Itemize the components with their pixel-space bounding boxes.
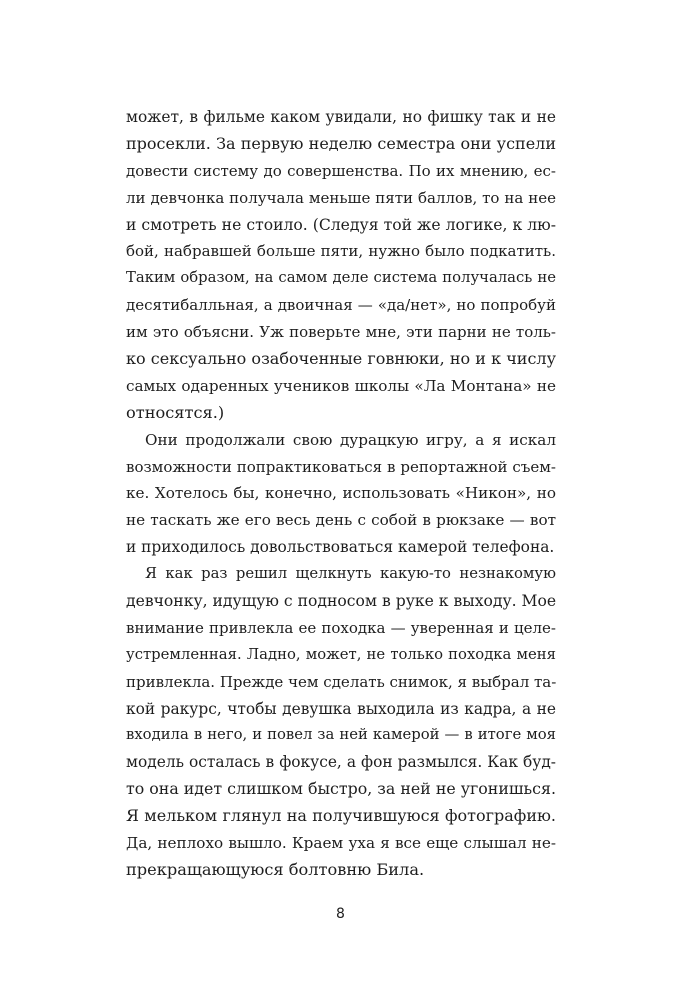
text-line: может, в фильме каком увидали, но фишку так и не	[126, 108, 556, 126]
text-line: Они продолжали свою дурацкую игру, а я искал	[145, 430, 556, 449]
text-line: Я мельком глянул на получившуюся фотографию.	[126, 806, 556, 826]
text-line: ко сексуально озабоченные говнюки, но и к числу	[126, 349, 556, 369]
text-line: кой ракурс, чтобы девушка выходила из кадра, а не	[126, 699, 556, 718]
text-line: и приходилось довольствоваться камерой телефона.	[126, 538, 555, 557]
text-line: внимание привлекла ее походка — уверенная и целе-	[126, 618, 556, 637]
text-line: десятибалльная, а двоичная — «да/нет», но попробуй	[126, 296, 556, 315]
text-line: и смотреть не стоило. (Следуя той же логике, к лю-	[126, 215, 556, 234]
body-text	[126, 104, 556, 884]
text-line: привлекла. Прежде чем сделать снимок, я выбрал та-	[126, 672, 557, 691]
text-line: прекращающуюся болтовню Била.	[126, 859, 425, 879]
text-line: им это объясни. Уж поверьте мне, эти парни не толь-	[126, 323, 556, 342]
text-line: относятся.)	[126, 402, 225, 422]
text-line: то она идет слишком быстро, за ней не угонишься.	[126, 779, 556, 799]
page-number: 8	[336, 906, 345, 922]
text-line: Я как раз решил щелкнуть какую-то незнакомую	[145, 565, 556, 583]
text-line: самых одаренных учеников школы «Ла Монтана» не	[126, 376, 556, 395]
text-line: девчонку, идущую с подносом в руке к выходу. Мое	[126, 592, 557, 611]
text-line: возможности попрактиковаться в репортажной съем-	[126, 457, 556, 476]
text-line: входила в него, и повел за ней камерой — в итоге моя	[126, 726, 556, 744]
text-line: Да, неплохо вышло. Краем уха я все еще слышал не-	[126, 834, 556, 853]
text-line: модель осталась в фокусе, а фон размылся. Как буд-	[126, 753, 556, 772]
text-line: бой, набравшей больше пяти, нужно было подкатить.	[126, 242, 556, 261]
text-line: ке. Хотелось бы, конечно, использовать «Никон», но	[126, 484, 556, 503]
text-line: устремленная. Ладно, может, не только походка меня	[126, 645, 556, 663]
text-line: просекли. За первую неделю семестра они успели	[126, 133, 556, 153]
text-line: ли девчонка получала меньше пяти баллов, то на нее	[126, 188, 556, 207]
text-line: Таким образом, на самом деле система получалась не	[126, 269, 556, 287]
text-line: довести систему до совершенства. По их мнению, ес-	[126, 161, 556, 180]
text-line: не таскать же его весь день с собой в рюкзаке — вот	[126, 511, 556, 530]
